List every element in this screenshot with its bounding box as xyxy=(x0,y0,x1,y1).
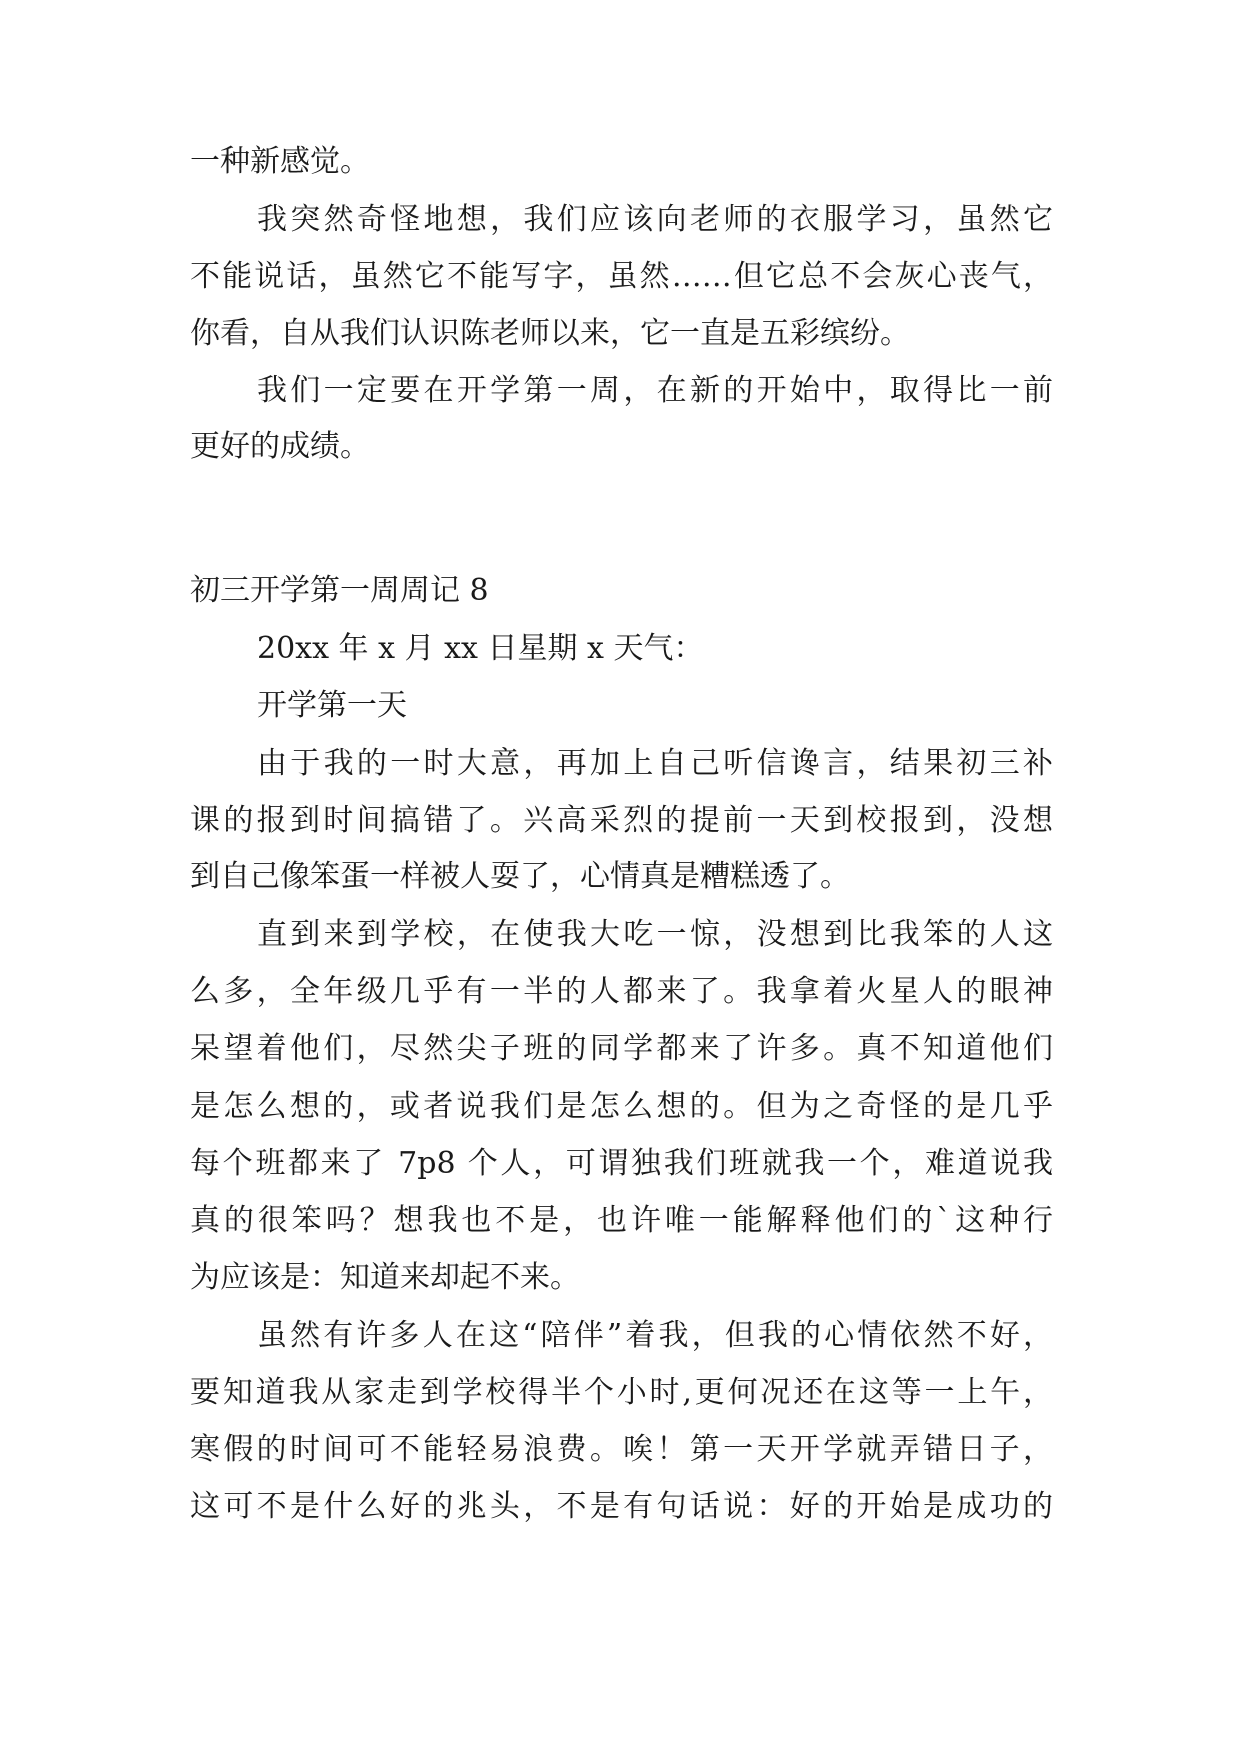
text-line: 由于我的一时大意，再加上自己听信谗言，结果初三补 xyxy=(257,746,1053,781)
text-line: 虽然有许多人在这“陪伴”着我，但我的心情依然不好， xyxy=(257,1318,1053,1353)
text-line: 真的很笨吗？想我也不是，也许唯一能解释他们的`这种行 xyxy=(190,1203,1053,1238)
text-line: 课的报到时间搞错了。兴高采烈的提前一天到校报到，没想 xyxy=(190,803,1053,838)
text-line: 你看，自从我们认识陈老师以来，它一直是五彩缤纷。 xyxy=(190,316,910,351)
text-line: 为应该是：知道来却起不来。 xyxy=(190,1260,580,1295)
text-line: 到自己像笨蛋一样被人耍了，心情真是糟糕透了。 xyxy=(190,859,850,894)
section-title: 初三开学第一周周记 8 xyxy=(190,573,489,608)
text-line: 呆望着他们，尽然尖子班的同学都来了许多。真不知道他们 xyxy=(190,1031,1053,1066)
text-line: 直到来到学校，在使我大吃一惊，没想到比我笨的人这 xyxy=(257,917,1053,952)
text-line: 么多，全年级几乎有一半的人都来了。我拿着火星人的眼神 xyxy=(190,974,1053,1009)
text-line: 我突然奇怪地想，我们应该向老师的衣服学习，虽然它 xyxy=(257,202,1053,237)
text-line: 要知道我从家走到学校得半个小时,更何况还在这等一上午， xyxy=(190,1375,1053,1410)
text-line: 我们一定要在开学第一周，在新的开始中，取得比一前 xyxy=(257,373,1053,408)
text-line: 寒假的时间可不能轻易浪费。唉！第一天开学就弄错日子， xyxy=(190,1432,1053,1467)
diary-date-line: 20xx 年 x 月 xx 日星期 x 天气： xyxy=(257,631,704,666)
text-line: 不能说话，虽然它不能写字，虽然……但它总不会灰心丧气， xyxy=(190,259,1053,294)
text-line: 是怎么想的，或者说我们是怎么想的。但为之奇怪的是几乎 xyxy=(190,1089,1053,1124)
diary-subtitle: 开学第一天 xyxy=(257,688,407,723)
text-line: 这可不是什么好的兆头，不是有句话说：好的开始是成功的 xyxy=(190,1489,1053,1524)
text-line: 更好的成绩。 xyxy=(190,429,370,464)
text-line: 每个班都来了 7p8 个人，可谓独我们班就我一个，难道说我 xyxy=(190,1146,1053,1181)
text-line: 一种新感觉。 xyxy=(190,144,370,179)
